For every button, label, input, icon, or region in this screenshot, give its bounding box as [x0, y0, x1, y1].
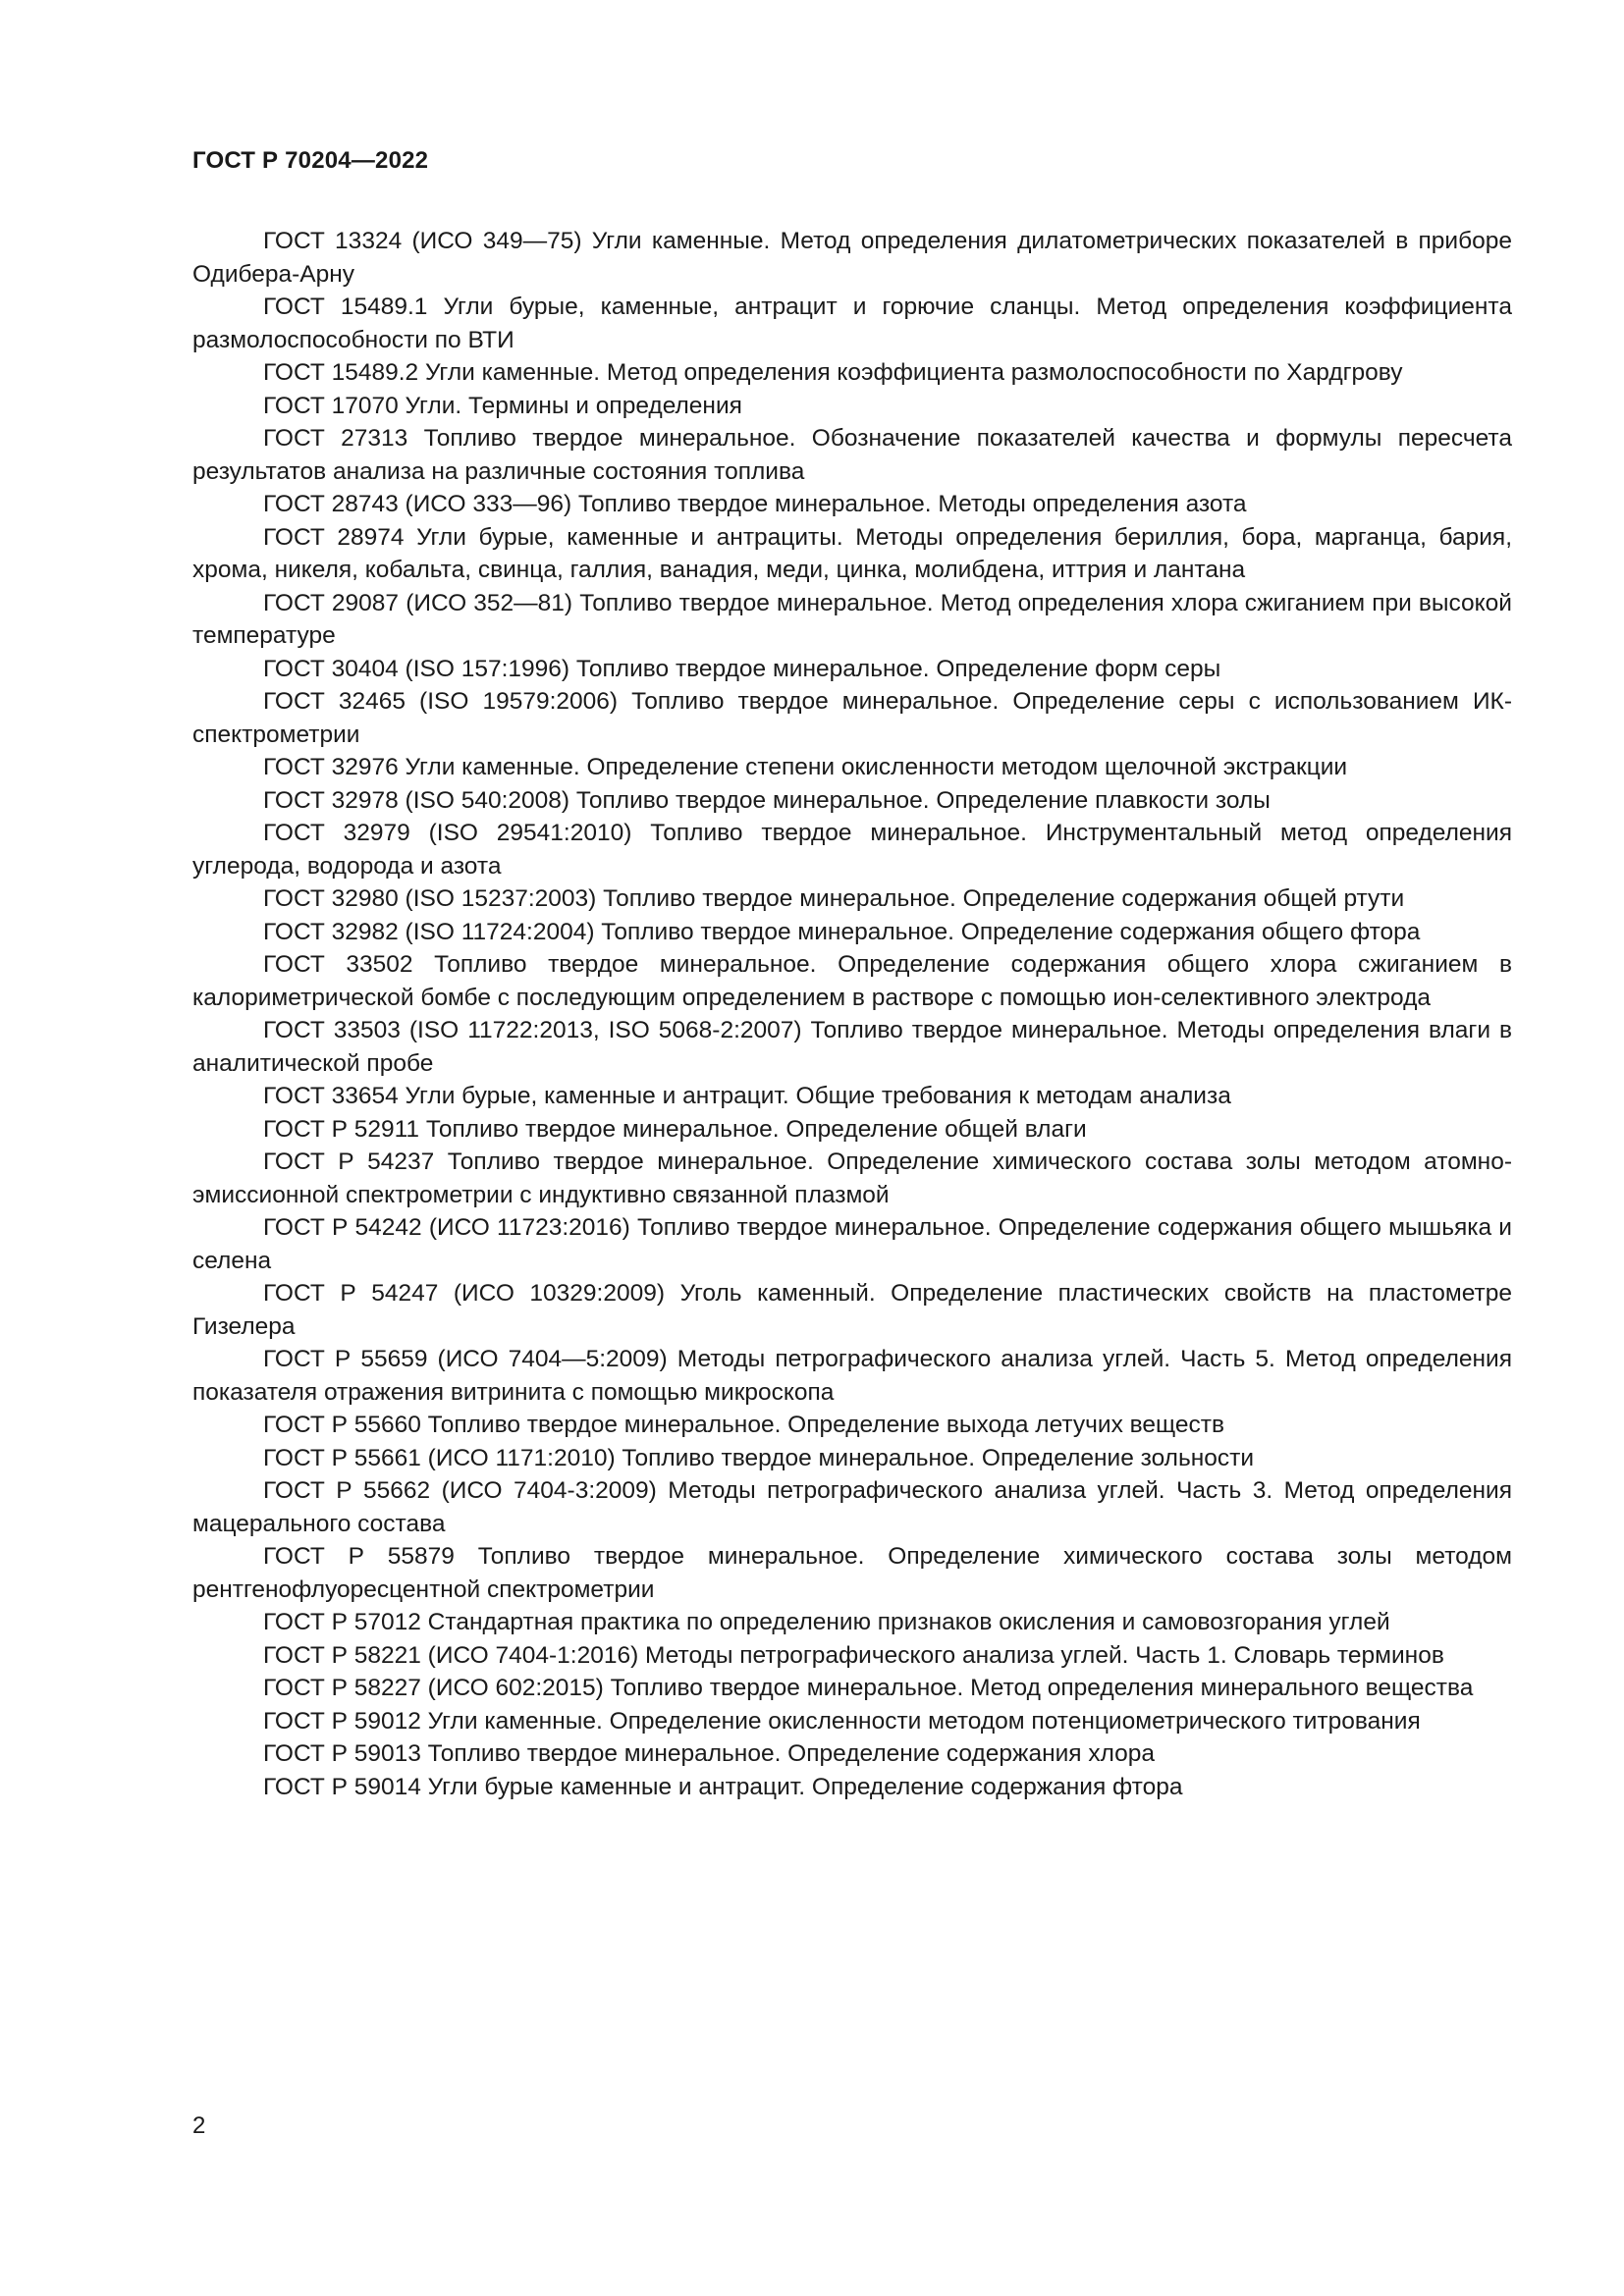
reference-item: ГОСТ 27313 Топливо твердое минеральное. Обозначение показателей качества и формулы пересчета результатов анализа на различные состояния топлива	[192, 425, 1512, 485]
reference-item: ГОСТ Р 52911 Топливо твердое минеральное. Определение общей влаги	[263, 1115, 1087, 1143]
reference-item: ГОСТ 15489.1 Угли бурые, каменные, антрацит и горючие сланцы. Метод определения коэффициента размолоспособности по ВТИ	[192, 294, 1512, 353]
reference-item: ГОСТ 32979 (ISO 29541:2010) Топливо твердое минеральное. Инструментальный метод определения углерода, водорода и азота	[192, 820, 1512, 880]
reference-item: ГОСТ 30404 (ISO 157:1996) Топливо твердое минеральное. Определение форм серы	[263, 655, 1221, 682]
reference-item: ГОСТ Р 57012 Стандартная практика по определению признаков окисления и самовозгорания углей	[263, 1609, 1390, 1635]
reference-item: ГОСТ 33503 (ISO 11722:2013, ISO 5068-2:2007) Топливо твердое минеральное. Методы определения влаги в аналитической пробе	[192, 1017, 1512, 1077]
reference-item: ГОСТ 13324 (ИСО 349—75) Угли каменные. Метод определения дилатометрических показателей в приборе Одибера-Арну	[192, 228, 1512, 288]
reference-item: ГОСТ 32465 (ISO 19579:2006) Топливо твердое минеральное. Определение серы с использованием ИК-спектрометрии	[192, 688, 1512, 748]
document-header: ГОСТ Р 70204—2022	[192, 147, 429, 174]
reference-item: ГОСТ Р 59013 Топливо твердое минеральное. Определение содержания хлора	[263, 1740, 1156, 1767]
reference-item: ГОСТ Р 55659 (ИСО 7404—5:2009) Методы петрографического анализа углей. Часть 5. Метод определения показателя отражения витринита с помощью микроскопа	[192, 1346, 1512, 1406]
normative-references-list	[192, 225, 1512, 1803]
reference-item: ГОСТ Р 54242 (ИСО 11723:2016) Топливо твердое минеральное. Определение содержания общего мышьяка и селена	[192, 1214, 1512, 1274]
reference-item: ГОСТ Р 55660 Топливо твердое минеральное. Определение выхода летучих веществ	[263, 1412, 1225, 1438]
reference-item: ГОСТ 32978 (ISO 540:2008) Топливо твердое минеральное. Определение плавкости золы	[263, 786, 1271, 814]
reference-item: ГОСТ Р 59014 Угли бурые каменные и антрацит. Определение содержания фтора	[263, 1773, 1183, 1800]
reference-item: ГОСТ Р 55661 (ИСО 1171:2010) Топливо твердое минеральное. Определение зольности	[263, 1444, 1255, 1471]
reference-item: ГОСТ 32980 (ISO 15237:2003) Топливо твердое минеральное. Определение содержания общей ртути	[263, 885, 1405, 912]
reference-item: ГОСТ Р 58227 (ИСО 602:2015) Топливо твердое минеральное. Метод определения минерального вещества	[263, 1675, 1474, 1701]
reference-item: ГОСТ 15489.2 Угли каменные. Метод определения коэффициента размолоспособности по Хардгрову	[263, 359, 1403, 386]
reference-item: ГОСТ 33502 Топливо твердое минеральное. Определение содержания общего хлора сжиганием в калориметрической бомбе с последующим определением в растворе с помощью ион-селективного электрода	[192, 951, 1512, 1011]
reference-item: ГОСТ Р 59012 Угли каменные. Определение окисленности методом потенциометрического титрования	[263, 1707, 1421, 1735]
reference-item: ГОСТ Р 54237 Топливо твердое минеральное. Определение химического состава золы методом атомно-эмиссионной спектрометрии с индуктивно связанной плазмой	[192, 1148, 1512, 1208]
reference-item: ГОСТ Р 54247 (ИСО 10329:2009) Уголь каменный. Определение пластических свойств на пластометре Гизелера	[192, 1280, 1512, 1340]
reference-item: ГОСТ 32976 Угли каменные. Определение степени окисленности методом щелочной экстракции	[263, 754, 1348, 780]
reference-item: ГОСТ Р 55879 Топливо твердое минеральное. Определение химического состава золы методом рентгенофлуоресцентной спектрометрии	[192, 1543, 1512, 1603]
reference-item: ГОСТ 28743 (ИСО 333—96) Топливо твердое минеральное. Методы определения азота	[263, 491, 1247, 517]
reference-item: ГОСТ 33654 Угли бурые, каменные и антрацит. Общие требования к методам анализа	[263, 1083, 1231, 1109]
reference-item: ГОСТ Р 58221 (ИСО 7404-1:2016) Методы петрографического анализа углей. Часть 1. Словарь терминов	[263, 1641, 1444, 1669]
reference-item: ГОСТ 28974 Угли бурые, каменные и антрациты. Методы определения бериллия, бора, марганца, бария, хрома, никеля, кобальта, свинца, галлия, ванадия, меди, цинка, молибдена, иттрия и лантана	[192, 523, 1512, 583]
reference-item: ГОСТ 17070 Угли. Термины и определения	[263, 392, 742, 419]
reference-item: ГОСТ 32982 (ISO 11724:2004) Топливо твердое минеральное. Определение содержания общего фтора	[263, 918, 1421, 945]
reference-item: ГОСТ Р 55662 (ИСО 7404-3:2009) Методы петрографического анализа углей. Часть 3. Метод определения мацерального состава	[192, 1477, 1512, 1537]
page-number: 2	[192, 2112, 206, 2139]
reference-item: ГОСТ 29087 (ИСО 352—81) Топливо твердое минеральное. Метод определения хлора сжиганием при высокой температуре	[192, 589, 1512, 649]
